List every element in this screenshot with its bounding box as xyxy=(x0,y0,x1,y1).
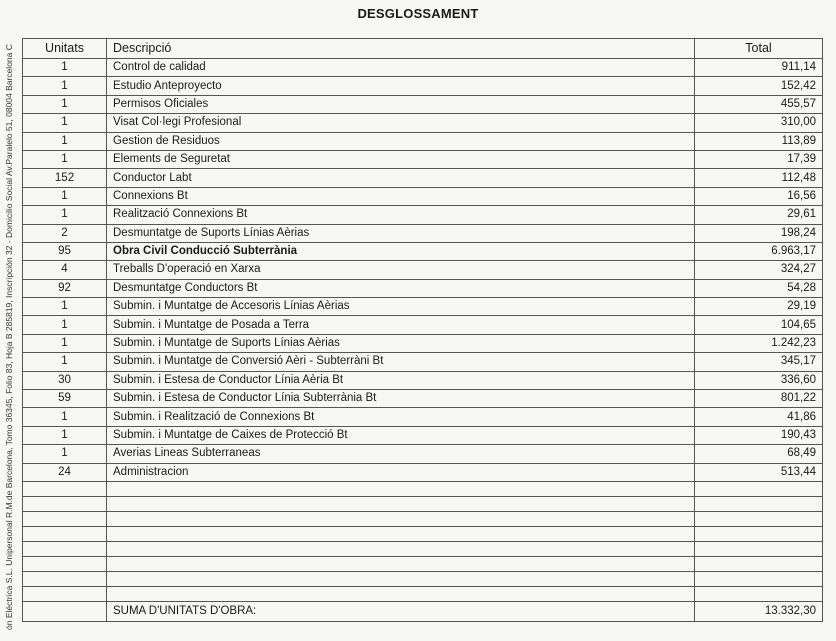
row-description: Estudio Anteproyecto xyxy=(107,77,695,95)
table-row xyxy=(23,132,823,150)
table-row xyxy=(23,114,823,132)
table-row xyxy=(23,224,823,242)
row-units: 1 xyxy=(23,114,107,132)
empty-row xyxy=(23,586,823,601)
summary-label: SUMA D'UNITATS D'OBRA: xyxy=(107,601,695,621)
row-description: Submin. i Muntatge de Suports Línias Aèrias xyxy=(107,334,695,352)
empty-row xyxy=(23,556,823,571)
row-units: 1 xyxy=(23,426,107,444)
row-description: Conductor Labt xyxy=(107,169,695,187)
table-row xyxy=(23,334,823,352)
table-row xyxy=(23,371,823,389)
row-units: 1 xyxy=(23,132,107,150)
row-total: 801,22 xyxy=(695,390,823,408)
table-row xyxy=(23,150,823,168)
row-description: Connexions Bt xyxy=(107,187,695,205)
table-row xyxy=(23,77,823,95)
row-description: Obra Civil Conducció Subterrània xyxy=(107,242,695,260)
description-column-header: Descripció xyxy=(107,39,695,59)
row-total: 310,00 xyxy=(695,114,823,132)
row-units: 152 xyxy=(23,169,107,187)
empty-cell xyxy=(23,526,107,541)
row-units: 1 xyxy=(23,150,107,168)
row-units: 1 xyxy=(23,445,107,463)
row-total: 1.242,23 xyxy=(695,334,823,352)
row-units: 1 xyxy=(23,77,107,95)
row-description: Desmuntatge de Suports Línias Aèrias xyxy=(107,224,695,242)
row-description: Submin. i Muntatge de Caixes de Protecció Bt xyxy=(107,426,695,444)
summary-row xyxy=(23,601,823,621)
empty-cell xyxy=(23,511,107,526)
row-description: Permisos Oficiales xyxy=(107,95,695,113)
table-row xyxy=(23,463,823,481)
empty-cell xyxy=(695,541,823,556)
table-row xyxy=(23,390,823,408)
row-total: 6.963,17 xyxy=(695,242,823,260)
empty-cell xyxy=(695,586,823,601)
row-units: 1 xyxy=(23,206,107,224)
row-total: 54,28 xyxy=(695,279,823,297)
row-units: 1 xyxy=(23,408,107,426)
row-total: 190,43 xyxy=(695,426,823,444)
row-total: 455,57 xyxy=(695,95,823,113)
table-row xyxy=(23,187,823,205)
row-description: Submin. i Estesa de Conductor Línia Subterrània Bt xyxy=(107,390,695,408)
row-total: 198,24 xyxy=(695,224,823,242)
empty-cell xyxy=(23,481,107,496)
units-column-header: Unitats xyxy=(23,39,107,59)
row-description: Treballs D'operació en Xarxa xyxy=(107,261,695,279)
summary-total: 13.332,30 xyxy=(695,601,823,621)
row-total: 152,42 xyxy=(695,77,823,95)
row-total: 911,14 xyxy=(695,59,823,77)
empty-cell xyxy=(107,511,695,526)
row-total: 113,89 xyxy=(695,132,823,150)
row-total: 104,65 xyxy=(695,316,823,334)
empty-row xyxy=(23,571,823,586)
table-row xyxy=(23,408,823,426)
empty-row xyxy=(23,541,823,556)
row-units: 24 xyxy=(23,463,107,481)
empty-row xyxy=(23,496,823,511)
table-body xyxy=(23,59,823,622)
table-row xyxy=(23,242,823,260)
row-units: 2 xyxy=(23,224,107,242)
empty-cell xyxy=(695,556,823,571)
row-description: Submin. i Muntatge de Posada a Terra xyxy=(107,316,695,334)
row-total: 68,49 xyxy=(695,445,823,463)
table-row xyxy=(23,169,823,187)
row-units: 95 xyxy=(23,242,107,260)
row-description: Submin. i Muntatge de Accesoris Línias Aèrias xyxy=(107,298,695,316)
row-units: 1 xyxy=(23,187,107,205)
row-description: Control de calidad xyxy=(107,59,695,77)
row-total: 17,39 xyxy=(695,150,823,168)
empty-cell xyxy=(695,571,823,586)
empty-cell xyxy=(23,586,107,601)
table-row xyxy=(23,206,823,224)
row-units: 1 xyxy=(23,298,107,316)
empty-cell xyxy=(695,496,823,511)
company-registry-sidebar: ón Eléctrica S.L. Unipersonal R.M.de Barcelona, Tomo 36345, Folio 83, Hoja B 285819, Inscripción 32 - Domicilio Social Av.Paralelo 51, 08004 Barcelona C xyxy=(4,44,14,630)
row-description: Desmuntatge Conductors Bt xyxy=(107,279,695,297)
empty-cell xyxy=(107,481,695,496)
row-total: 29,19 xyxy=(695,298,823,316)
row-units: 59 xyxy=(23,390,107,408)
empty-cell xyxy=(107,541,695,556)
row-description: Elements de Seguretat xyxy=(107,150,695,168)
empty-cell xyxy=(23,571,107,586)
row-description: Realització Connexions Bt xyxy=(107,206,695,224)
row-total: 345,17 xyxy=(695,353,823,371)
summary-units-cell xyxy=(23,601,107,621)
row-units: 1 xyxy=(23,353,107,371)
row-total: 112,48 xyxy=(695,169,823,187)
row-total: 16,56 xyxy=(695,187,823,205)
row-description: Administracion xyxy=(107,463,695,481)
empty-cell xyxy=(107,571,695,586)
empty-cell xyxy=(107,556,695,571)
row-units: 1 xyxy=(23,334,107,352)
empty-cell xyxy=(695,481,823,496)
empty-row xyxy=(23,526,823,541)
row-units: 1 xyxy=(23,316,107,334)
breakdown-table xyxy=(22,38,823,622)
row-total: 324,27 xyxy=(695,261,823,279)
table-row xyxy=(23,445,823,463)
table-row xyxy=(23,95,823,113)
row-units: 1 xyxy=(23,59,107,77)
empty-cell xyxy=(23,556,107,571)
row-description: Averias Lineas Subterraneas xyxy=(107,445,695,463)
table-row xyxy=(23,316,823,334)
table-row xyxy=(23,279,823,297)
row-total: 29,61 xyxy=(695,206,823,224)
table-row xyxy=(23,59,823,77)
row-description: Gestion de Residuos xyxy=(107,132,695,150)
row-description: Submin. i Estesa de Conductor Línia Aèria Bt xyxy=(107,371,695,389)
page-title: DESGLOSSAMENT xyxy=(357,6,479,21)
empty-cell xyxy=(107,586,695,601)
table-row xyxy=(23,426,823,444)
total-column-header: Total xyxy=(695,39,823,59)
row-description: Visat Col·legi Profesional xyxy=(107,114,695,132)
row-total: 336,60 xyxy=(695,371,823,389)
empty-cell xyxy=(107,526,695,541)
row-description: Submin. i Realització de Connexions Bt xyxy=(107,408,695,426)
table-row xyxy=(23,298,823,316)
empty-cell xyxy=(107,496,695,511)
empty-cell xyxy=(23,496,107,511)
table-header-row xyxy=(23,39,823,59)
table-row xyxy=(23,353,823,371)
empty-row xyxy=(23,481,823,496)
row-units: 4 xyxy=(23,261,107,279)
row-total: 41,86 xyxy=(695,408,823,426)
row-description: Submin. i Muntatge de Conversió Aèri - Subterràni Bt xyxy=(107,353,695,371)
row-units: 30 xyxy=(23,371,107,389)
empty-cell xyxy=(695,526,823,541)
empty-cell xyxy=(23,541,107,556)
row-total: 513,44 xyxy=(695,463,823,481)
empty-row xyxy=(23,511,823,526)
row-units: 92 xyxy=(23,279,107,297)
empty-cell xyxy=(695,511,823,526)
table-row xyxy=(23,261,823,279)
row-units: 1 xyxy=(23,95,107,113)
